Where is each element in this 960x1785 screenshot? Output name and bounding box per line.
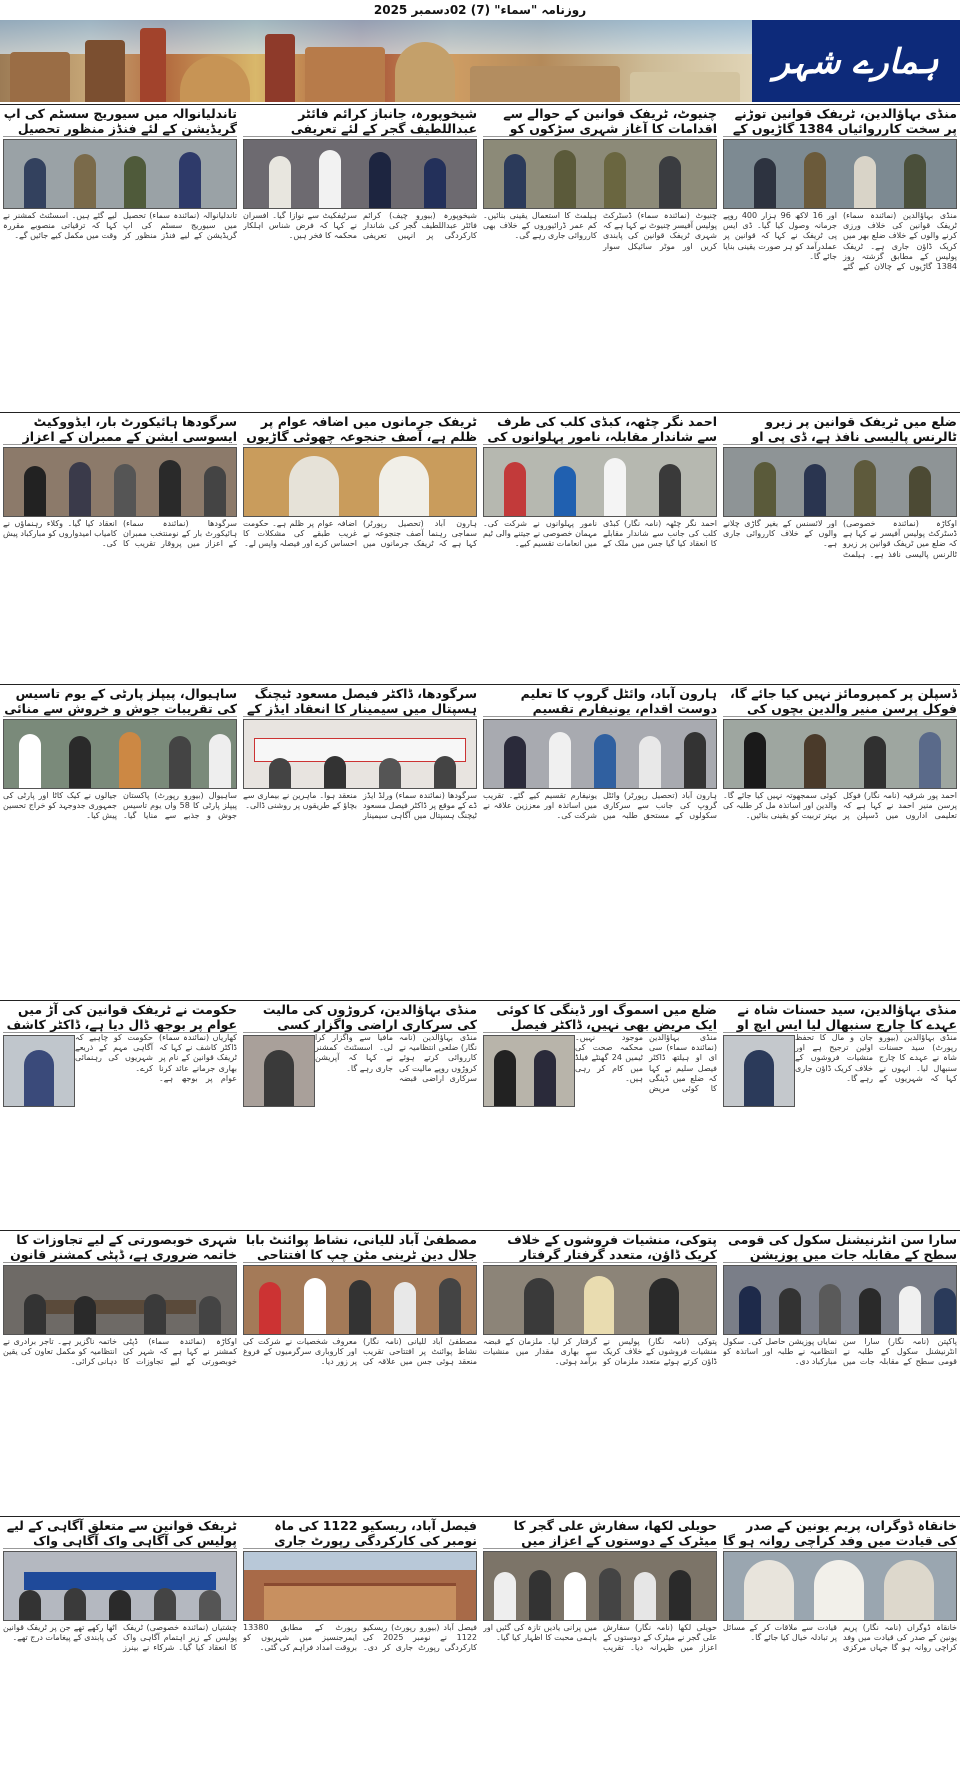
story xyxy=(0,1518,240,1783)
story xyxy=(240,1232,480,1512)
story-headline: سارا سن انٹرنیشنل سکول کی قومی سطح کے مقابلہ جات میں پوزیشن xyxy=(723,1232,957,1263)
story-photo xyxy=(483,139,717,209)
story-photo xyxy=(3,1265,237,1335)
story-row xyxy=(0,1002,960,1222)
story-body: حویلی لکھا (نامہ نگار) سفارش علی گجر نے میٹرک کے دوستوں کے اعزاز میں ظہرانہ دیا۔ تقریب میں پرانی یادیں تازہ کی گئیں اور باہمی محبت کا اظہار کیا گیا۔ xyxy=(483,1623,717,1653)
story-photo xyxy=(483,1035,575,1107)
story-photo xyxy=(3,1035,75,1107)
story-body: احمد نگر چٹھہ (نامہ نگار) کبڈی کلب کی جانب سے شاندار مقابلے کا انعقاد کیا گیا جس میں ملک کے نامور پہلوانوں نے شرکت کی۔ مہمان خصوصی نے جیتنے والی ٹیم میں انعامات تقسیم کیے۔ xyxy=(483,519,717,549)
city-landmarks-collage xyxy=(0,20,752,102)
story xyxy=(480,1518,720,1783)
story-body: کھاریاں (نمائندہ سماء) ڈاکٹر کاشف نے کہا کہ ٹریفک قوانین کے نام پر بھاری جرمانے عائد کرنا عوام پر بوجھ ہے۔ حکومت کو چاہیے کہ آگاہی مہم کے ذریعے شہریوں کی رہنمائی کرے۔ xyxy=(75,1033,237,1083)
story-headline: منڈی بہاؤالدین، سید حسنات شاہ نے عہدے کا چارج سنبھال لیا ایس ایچ او xyxy=(723,1002,957,1033)
story-photo xyxy=(243,1265,477,1335)
story-photo xyxy=(3,719,237,789)
story-photo xyxy=(3,447,237,517)
story-body: سرگودھا (نمائندہ سماء) ہائیکورٹ بار کے نومنتخب ممبران کے اعزاز میں پروقار تقریب کا انعقاد کیا گیا۔ وکلاء رہنماؤں نے کامیاب امیدواروں کو مبارکباد پیش کی۔ xyxy=(3,519,237,549)
story-photo xyxy=(723,719,957,789)
story-headline: شہری خوبصورتی کے لیے تجاوزات کا خاتمہ ضروری ہے، ڈپٹی کمشنر قانون xyxy=(3,1232,237,1263)
story-photo xyxy=(723,1265,957,1335)
story-headline: حویلی لکھا، سفارش علی گجر کا میٹرک کے دوستوں کے اعزاز میں xyxy=(483,1518,717,1549)
story-headline: حکومت نے ٹریفک قوانین کی آڑ میں عوام پر بوجھ ڈال دیا ہے، ڈاکٹر کاشف xyxy=(3,1002,237,1033)
story-body: شیخوپورہ (بیورو چیف) کرائم فائٹر عبداللطیف گجر کی شاندار کارکردگی پر انہیں تعریفی سرٹیفکیٹ سے نوازا گیا۔ افسران نے کہا کہ فرض شناس اہلکار محکمہ کا فخر ہیں۔ xyxy=(243,211,477,241)
story-headline: چنیوٹ، ٹریفک قوانین کے حوالے سے اقدامات کا آغاز شہری سڑکوں کو xyxy=(483,106,717,137)
story-body: سرگودھا (نمائندہ سماء) ورلڈ ایڈز ڈے کے موقع پر ڈاکٹر فیصل مسعود ٹیچنگ ہسپتال میں آگاہی سیمینار منعقد ہوا۔ ماہرین نے بیماری سے بچاؤ کے طریقوں پر روشنی ڈالی۔ xyxy=(243,791,477,821)
story xyxy=(480,686,720,986)
story-body: ہارون آباد (تحصیل رپورٹر) وائٹل گروپ کی جانب سے سرکاری سکولوں کے مستحق طلبہ میں یونیفارم تقسیم کیے گئے۔ تقریب میں اساتذہ اور معززین علاقہ نے شرکت کی۔ xyxy=(483,791,717,821)
story-headline: سرگودھا، ڈاکٹر فیصل مسعود ٹیچنگ ہسپتال میں سیمینار کا انعقاد ایڈز کے xyxy=(243,686,477,717)
story-body: خانقاہ ڈوگراں (نامہ نگار) پریم یونین کے صدر کی قیادت میں وفد کراچی روانہ ہو گا جہاں مرکزی قیادت سے ملاقات کر کے مسائل پر تبادلہ خیال کیا جائے گا۔ xyxy=(723,1623,957,1653)
story-row xyxy=(0,1518,960,1783)
story xyxy=(0,106,240,396)
story xyxy=(240,686,480,986)
story-body: پاکپتن (نامہ نگار) سارا سن انٹرنیشنل سکول کے طلبہ نے قومی سطح کے مقابلہ جات میں نمایاں پوزیشن حاصل کی۔ سکول انتظامیہ نے طلبہ اور اساتذہ کو مبارکباد دی۔ xyxy=(723,1337,957,1367)
story xyxy=(240,414,480,676)
story-headline: خانقاہ ڈوگراں، پریم یونین کے صدر کی قیادت میں وفد کراچی روانہ ہو گا xyxy=(723,1518,957,1548)
story-headline: ڈسپلن پر کمپرومائز نہیں کیا جائے گا، فوکل پرسن منیر والدین بچوں کی xyxy=(723,686,957,717)
story-body: منڈی بہاؤالدین (نمائندہ سماء) سی ای او ہیلتھ ڈاکٹر فیصل سلیم نے کہا کہ ضلع میں ڈینگی کا کوئی مریض موجود نہیں۔ محکمہ صحت کی ٹیمیں 24 گھنٹے فیلڈ میں کام کر رہی ہیں۔ xyxy=(575,1033,717,1094)
story xyxy=(0,1232,240,1512)
story-photo xyxy=(3,1551,237,1621)
story-photo xyxy=(483,447,717,517)
story xyxy=(480,1002,720,1222)
story-photo xyxy=(243,1035,315,1107)
story xyxy=(0,1002,240,1222)
story-body: منڈی بہاؤالدین (بیورو رپورٹ) سید حسنات شاہ نے عہدے کا چارج سنبھال لیا۔ انہوں نے کہا کہ شہریوں کے جان و مال کا تحفظ اولین ترجیح ہے اور منشیات فروشوں کے خلاف کریک ڈاؤن جاری رہے گا۔ xyxy=(795,1033,957,1083)
story-photo xyxy=(243,1551,477,1621)
story-body: چنیوٹ (نمائندہ سماء) ڈسٹرکٹ پولیس آفیسر چنیوٹ نے کہا ہے کہ شہری ٹریفک قوانین کی پابندی کریں اور موٹر سائیکل سوار ہیلمٹ کا استعمال یقینی بنائیں۔ کم عمر ڈرائیوروں کے خلاف بھی کارروائی جاری رہے گی۔ xyxy=(483,211,717,251)
story xyxy=(720,106,960,396)
story-body: ساہیوال (بیورو رپورٹ) پاکستان پیپلز پارٹی کا 58 واں یوم تاسیس جوش و جذبے سے منایا گیا۔ جیالوں نے کیک کاٹا اور پارٹی کی جمہوری جدوجہد کو خراج تحسین پیش کیا۔ xyxy=(3,791,237,821)
story xyxy=(480,106,720,396)
story xyxy=(240,1518,480,1783)
story-headline: منڈی بہاؤالدین، ٹریفک قوانین توڑنے پر سخت کارروائیاں 1384 گاڑیوں کے xyxy=(723,106,957,137)
story-photo xyxy=(483,1551,717,1621)
story-headline: ٹریفک قوانین سے متعلق آگاہی کے لیے پولیس کی آگاہی واک آگاہی واک xyxy=(3,1518,237,1549)
story-photo xyxy=(723,1551,957,1621)
story xyxy=(720,686,960,986)
story-body: ہارون آباد (تحصیل رپورٹر) سماجی رہنما آصف جنجوعہ نے کہا ہے کہ ٹریفک جرمانوں میں اضافہ عوام پر ظلم ہے۔ حکومت غریب طبقے کی مشکلات کا احساس کرے اور فیصلہ واپس لے۔ xyxy=(243,519,477,549)
story-body: پتوکی (نامہ نگار) پولیس نے منشیات فروشوں کے خلاف کریک ڈاؤن کرتے ہوئے متعدد ملزمان کو گرفتار کر لیا۔ ملزمان کے قبضہ سے بھاری مقدار میں منشیات برآمد ہوئی۔ xyxy=(483,1337,717,1367)
story xyxy=(0,414,240,676)
story-headline: ساہیوال، پیپلز پارٹی کے یوم تاسیس کی تقریبات جوش و خروش سے منائی xyxy=(4,686,237,716)
story-headline: احمد نگر چٹھہ، کبڈی کلب کی طرف سے شاندار مقابلہ، نامور پہلوانوں کی xyxy=(483,414,717,445)
story-headline: ٹریفک جرمانوں میں اضافہ عوام پر ظلم ہے، آصف جنجوعہ چھوٹی گاڑیوں xyxy=(243,414,477,445)
section-title: ہمارے شہر xyxy=(752,20,960,102)
story xyxy=(240,106,480,396)
story xyxy=(720,1232,960,1512)
story-headline: ضلع میں ٹریفک قوانین پر زیرو ٹالرنس پالیسی نافذ ہے، ڈی پی او xyxy=(723,414,957,445)
story-headline: پتوکی، منشیات فروشوں کے خلاف کریک ڈاؤن، متعدد گرفتار گرفتار xyxy=(483,1232,717,1263)
story-row xyxy=(0,1232,960,1512)
story-photo xyxy=(483,719,717,789)
story-photo xyxy=(723,447,957,517)
story-body: فیصل آباد (بیورو رپورٹ) ریسکیو 1122 نے نومبر 2025 کی کارکردگی رپورٹ جاری کر دی۔ رپورٹ کے مطابق 13380 ایمرجنسیز میں شہریوں کو بروقت امداد فراہم کی گئی۔ xyxy=(243,1623,477,1653)
story-headline: منڈی بہاؤالدین، کروڑوں کی مالیت کی سرکاری اراضی واگزار کسی xyxy=(243,1002,477,1033)
story xyxy=(0,686,240,986)
story-body: منڈی بہاؤالدین (نمائندہ سماء) ٹریفک قوانین کی خلاف ورزی کرنے والوں کے خلاف ضلع بھر میں کریک ڈاؤن جاری ہے۔ ٹریفک پولیس کے مطابق گزشتہ روز 1384 گاڑیوں کے چالان کیے گئے اور 16 لاکھ 96 ہزار 400 روپے جرمانہ وصول کیا گیا۔ ڈی ایس پی ٹریفک نے کہا کہ قوانین پر عملدرآمد کو ہر صورت یقینی بنایا جائے گا۔ xyxy=(723,211,957,272)
story-headline: شیخوپورہ، جانباز کرائم فائٹر عبداللطیف گجر کے لئے تعریفی xyxy=(243,106,477,137)
story-body: چشتیاں (نمائندہ خصوصی) ٹریفک پولیس کے زیر اہتمام آگاہی واک کا انعقاد کیا گیا۔ شرکاء نے بینرز اٹھا رکھے تھے جن پر ٹریفک قوانین کی پابندی کے پیغامات درج تھے۔ xyxy=(3,1623,237,1653)
story-headline: تاندلیانوالہ میں سیوریج سسٹم کی اپ گریڈیشن کے لئے فنڈز منظور تحصیل xyxy=(3,106,237,136)
story-body: منڈی بہاؤالدین (نامہ نگار) ضلعی انتظامیہ نے کارروائی کرتے ہوئے کروڑوں روپے مالیت کی سرکاری اراضی قبضہ مافیا سے واگزار کرا لی۔ اسسٹنٹ کمشنر نے کہا کہ آپریشن جاری رہے گا۔ xyxy=(315,1033,477,1083)
story-headline: فیصل آباد، ریسکیو 1122 کی ماہ نومبر کی کارکردگی رپورٹ جاری xyxy=(243,1518,477,1549)
story-body: اوکاڑہ (نمائندہ خصوصی) ڈسٹرکٹ پولیس آفیسر نے کہا ہے کہ ضلع میں ٹریفک قوانین پر زیرو ٹالرنس پالیسی نافذ ہے۔ ہیلمٹ اور لائسنس کے بغیر گاڑی چلانے والوں کے خلاف کارروائی جاری ہے۔ xyxy=(723,519,957,559)
story-row xyxy=(0,414,960,676)
dateline: روزنامہ "سماء" (7) 02دسمبر 2025 xyxy=(0,0,960,21)
story-photo xyxy=(483,1265,717,1335)
story-headline: سرگودھا ہائیکورٹ بار، ایڈووکیٹ ایسوسی ایشن کے ممبران کے اعزاز xyxy=(3,414,237,445)
story-photo xyxy=(723,139,957,209)
story xyxy=(720,414,960,676)
story-photo xyxy=(243,139,477,209)
story-headline: ضلع میں اسموگ اور ڈینگی کا کوئی ایک مریض بھی نہیں، ڈاکٹر فیصل xyxy=(483,1002,717,1033)
story xyxy=(240,1002,480,1222)
story xyxy=(720,1518,960,1783)
story-body: اوکاڑہ (نمائندہ سماء) ڈپٹی کمشنر نے کہا ہے کہ شہر کی خوبصورتی کے لیے تجاوزات کا خاتمہ ناگزیر ہے۔ تاجر برادری نے انتظامیہ کو مکمل تعاون کی یقین دہانی کرائی۔ xyxy=(3,1337,237,1367)
masthead-banner xyxy=(0,20,960,102)
story-headline: ہارون آباد، وائٹل گروپ کا تعلیم دوست اقدام، یونیفارم تقسیم xyxy=(483,686,717,717)
story-body: تاندلیانوالہ (نمائندہ سماء) تحصیل میں سیوریج سسٹم کی اپ گریڈیشن کے لیے فنڈز منظور کر لیے گئے ہیں۔ اسسٹنٹ کمشنر نے کہا کہ ترقیاتی منصوبے مقررہ وقت میں مکمل کیے جائیں گے۔ xyxy=(3,211,237,241)
story-photo xyxy=(723,1035,795,1107)
story xyxy=(720,1002,960,1222)
story-photo xyxy=(243,719,477,789)
story-body: احمد پور شرقیہ (نامہ نگار) فوکل پرسن منیر احمد نے کہا ہے کہ تعلیمی اداروں میں ڈسپلن پر کوئی سمجھوتہ نہیں کیا جائے گا۔ والدین اور اساتذہ مل کر طلبہ کی بہتر تربیت کو یقینی بنائیں۔ xyxy=(723,791,957,821)
story xyxy=(480,1232,720,1512)
story-photo xyxy=(243,447,477,517)
story-row xyxy=(0,686,960,986)
story xyxy=(480,414,720,676)
story-row xyxy=(0,106,960,396)
story-photo xyxy=(3,139,237,209)
story-headline: مصطفیٰ آباد للیانی، نشاط پوائنٹ بابا جلال دین ٹرینی مٹن چپ کا افتتاحی xyxy=(243,1232,477,1263)
story-body: مصطفیٰ آباد للیانی (نامہ نگار) نشاط پوائنٹ پر افتتاحی تقریب منعقد ہوئی جس میں علاقہ کی معروف شخصیات نے شرکت کی اور کاروباری سرگرمیوں کے فروغ پر زور دیا۔ xyxy=(243,1337,477,1367)
